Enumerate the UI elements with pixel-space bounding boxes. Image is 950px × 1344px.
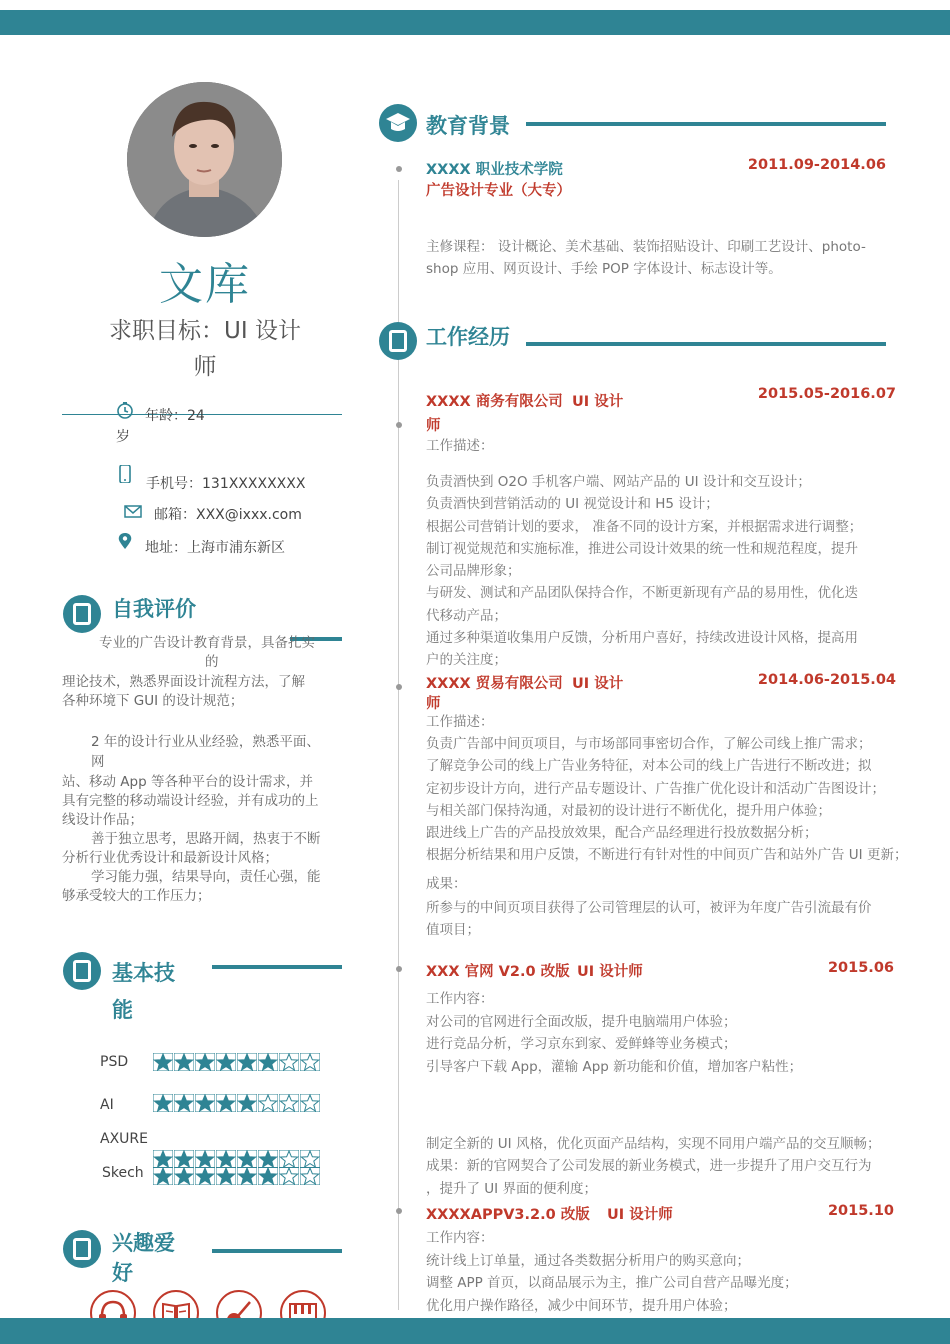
- job2-result-label: 成果：: [426, 876, 467, 892]
- phone-text: 手机号：131XXXXXXXX: [146, 476, 306, 492]
- star-filled-icon: [174, 1053, 194, 1071]
- star-empty-icon: [279, 1094, 299, 1112]
- self-eval-p1-l2: 的: [205, 654, 219, 670]
- skills-title-line2: 能: [112, 998, 133, 1022]
- job4-project: XXXXAPPV3.2.0 改版: [426, 1207, 590, 1223]
- self-eval-icon: [63, 595, 101, 633]
- education-icon: [379, 104, 417, 142]
- job3-role: UI 设计师: [577, 964, 643, 980]
- star-filled-icon: [195, 1150, 215, 1168]
- location-icon: [116, 532, 134, 550]
- self-eval-p4-l2: 够承受较大的工作压力；: [62, 888, 211, 904]
- self-eval-p1-l1: 专业的广告设计教育背景，具备扎实: [99, 635, 315, 651]
- star-empty-icon: [300, 1167, 320, 1185]
- star-filled-icon: [174, 1167, 194, 1185]
- education-rule: [526, 122, 886, 126]
- self-eval-p3-l1: 善于独立思考，思路开阔，热衷于不断: [91, 831, 321, 847]
- star-filled-icon: [237, 1094, 257, 1112]
- timeline-dot: [396, 1208, 402, 1214]
- star-filled-icon: [258, 1150, 278, 1168]
- self-eval-p2-l3: 站、移动 App 等各种平台的设计需求，并: [62, 774, 313, 790]
- timeline-dot: [396, 684, 402, 690]
- self-eval-p2-l4: 具有完整的移动端设计经验，并有成功的上: [62, 793, 319, 809]
- star-filled-icon: [153, 1094, 173, 1112]
- star-empty-icon: [279, 1167, 299, 1185]
- avatar: [127, 82, 282, 237]
- job1-role: UI 设计: [572, 394, 624, 410]
- job2-period: 2014.06-2015.04: [757, 672, 896, 688]
- job3-lines: 对公司的官网进行全面改版，提升电脑端用户体验； 进行竞品分析，学习京东到家、爱鲜蜂等业务模式； 引导客户下载 App，灌输 App 新功能和价值，增加客户粘性；: [426, 1014, 803, 1075]
- hobbies-title-line1: 兴趣爱: [112, 1231, 175, 1255]
- self-eval-p1-l4: 各种环境下 GUI 的设计规范；: [62, 693, 244, 709]
- job2-company: XXXX 贸易有限公司: [426, 676, 563, 692]
- star-filled-icon: [153, 1150, 173, 1168]
- skills-title-line1: 基本技: [112, 961, 175, 985]
- job2-desc-label: 工作描述：: [426, 714, 494, 730]
- star-filled-icon: [195, 1094, 215, 1112]
- portrait-image: [127, 82, 282, 237]
- star-filled-icon: [216, 1150, 236, 1168]
- timeline-dot: [396, 422, 402, 428]
- star-empty-icon: [279, 1150, 299, 1168]
- self-eval-p3-l2: 分析行业优秀设计和最新设计风格；: [62, 850, 278, 866]
- star-filled-icon: [258, 1053, 278, 1071]
- star-empty-icon: [300, 1094, 320, 1112]
- job2-role-cont: 师: [426, 696, 441, 712]
- star-filled-icon: [237, 1167, 257, 1185]
- job4-desc-label: 工作内容：: [426, 1230, 494, 1246]
- self-eval-p1-l3: 理论技术，熟悉界面设计流程方法，了解: [62, 674, 305, 690]
- job2-lines: 负责广告部中间页项目，与市场部同事密切合作，了解公司线上推广需求； 了解竞争公司的线上广告业务特征，对本公司的线上广告进行不断改进；拟 定初步设计方向，进行产品专题设计、广告推广优化设计和活动广告图设计； 与相关部门保持沟通，对最初的设计进行不断优化，提升用户体验； 跟进线上广告的产品投放效果，配合产品经理进行投放数据分析； 根据分析结果和用户反馈，不断进行有针对性的中间页广告和站外广告 UI 更新；: [426, 736, 908, 864]
- courses-line1: 主修课程： 设计概论、美术基础、装饰招贴设计、印刷工艺设计、photo-: [426, 239, 866, 255]
- star-empty-icon: [279, 1053, 299, 1071]
- education-title: 教育背景: [426, 114, 510, 138]
- job3-period: 2015.06: [827, 960, 894, 976]
- phone-icon: [116, 465, 134, 483]
- skill-stars-ai: [153, 1094, 321, 1112]
- job2-result-lines: 所参与的中间页项目获得了公司管理层的认可，被评为年度广告引流最有价 值项目；: [426, 900, 872, 939]
- timeline-dot: [396, 166, 402, 172]
- email-icon: [124, 502, 142, 520]
- self-eval-p4-l1: 学习能力强，结果导向，责任心强，能: [91, 869, 321, 885]
- top-banner-bar: [0, 10, 950, 35]
- job4-lines: 统计线上订单量，通过各类数据分析用户的购买意向； 调整 APP 首页，以商品展示为主，推广公司自营产品曝光度； 优化用户操作路径，减少中间环节，提升用户体验；: [426, 1253, 798, 1314]
- school-name: XXXX 职业技术学院: [426, 162, 563, 178]
- job1-desc-label: 工作描述：: [426, 438, 494, 454]
- major-name: 广告设计专业（大专）: [426, 183, 571, 199]
- skill-stars-psd: [153, 1053, 321, 1071]
- star-empty-icon: [258, 1094, 278, 1112]
- star-filled-icon: [216, 1094, 236, 1112]
- job3-desc-label: 工作内容：: [426, 991, 494, 1007]
- star-filled-icon: [195, 1053, 215, 1071]
- skill-stars-skech: [153, 1167, 321, 1185]
- skills-rule: [212, 965, 342, 969]
- job-target-line1: 求职目标：UI 设计: [109, 318, 301, 344]
- courses-line2: shop 应用、网页设计、手绘 POP 字体设计、标志设计等。: [426, 261, 782, 277]
- self-eval-p2-l2: 网: [91, 754, 105, 770]
- skill-stars-axure: [153, 1150, 321, 1168]
- hobbies-title-line2: 好: [112, 1261, 133, 1285]
- address-text: 地址：上海市浦东新区: [145, 540, 285, 556]
- hobbies-rule: [212, 1249, 342, 1253]
- job3-lines2: 制定全新的 UI 风格，优化页面产品结构，实现不同用户端产品的交互顺畅； 成果：新的官网契合了公司发展的新业务模式，进一步提升了用户交互行为 ，提升了 UI 界面的便利度；: [426, 1136, 881, 1197]
- skills-icon: [63, 952, 101, 990]
- star-filled-icon: [195, 1167, 215, 1185]
- star-filled-icon: [237, 1053, 257, 1071]
- email-text: 邮箱：XXX@ixxx.com: [154, 507, 302, 523]
- star-empty-icon: [300, 1053, 320, 1071]
- hobbies-icon: [63, 1230, 101, 1268]
- clock-icon: [116, 401, 134, 419]
- job1-period: 2015.05-2016.07: [757, 386, 896, 402]
- job4-period: 2015.10: [827, 1203, 894, 1219]
- job3-project: XXX 官网 V2.0 改版: [426, 964, 570, 980]
- star-filled-icon: [237, 1150, 257, 1168]
- job2-role: UI 设计: [572, 676, 624, 692]
- skill-label-psd: PSD: [100, 1054, 129, 1070]
- star-filled-icon: [216, 1167, 236, 1185]
- self-eval-p2-l5: 线设计作品；: [62, 812, 143, 828]
- star-filled-icon: [174, 1094, 194, 1112]
- timeline-dot: [396, 966, 402, 972]
- age-suffix: 岁: [116, 429, 130, 445]
- skill-label-skech: Skech: [102, 1165, 144, 1181]
- skill-label-ai: AI: [100, 1097, 114, 1113]
- job-target: [100, 313, 310, 385]
- work-icon: [379, 322, 417, 360]
- education-period: 2011.09-2014.06: [747, 157, 886, 173]
- bottom-banner-bar: [0, 1318, 950, 1344]
- star-filled-icon: [153, 1167, 173, 1185]
- self-eval-p2-l1: 2 年的设计行业从业经验，熟悉平面、: [91, 734, 320, 750]
- work-rule: [526, 342, 886, 346]
- star-empty-icon: [300, 1150, 320, 1168]
- age-label: 年龄：24: [145, 408, 205, 424]
- star-filled-icon: [174, 1150, 194, 1168]
- skill-label-axure: AXURE: [100, 1131, 148, 1147]
- work-title: 工作经历: [426, 325, 510, 349]
- job-target-line2: 师: [193, 354, 217, 380]
- star-filled-icon: [258, 1167, 278, 1185]
- job1-role-cont: 师: [426, 418, 441, 434]
- job4-role: UI 设计师: [607, 1207, 673, 1223]
- job1-lines: 负责酒快到 O2O 手机客户端、网站产品的 UI 设计和交互设计； 负责酒快到营销活动的 UI 视觉设计和 H5 设计； 根据公司营销计划的要求， 准备不同的设计方案，并根据需求进行调整； 制订视觉规范和实施标准，推进公司设计效果的统一性和规范程度，提升 公司品牌形象； 与研发、测试和产品团队保持合作，不断更新现有产品的易用性，优化迭 代移动产品； 通过多种渠道收集用户反馈，分析用户喜好，持续改进设计风格，提高用 户的关注度；: [426, 474, 863, 669]
- self-eval-title: 自我评价: [112, 597, 196, 621]
- candidate-name: 文库: [159, 259, 251, 310]
- job1-company: XXXX 商务有限公司: [426, 394, 563, 410]
- star-filled-icon: [153, 1053, 173, 1071]
- star-filled-icon: [216, 1053, 236, 1071]
